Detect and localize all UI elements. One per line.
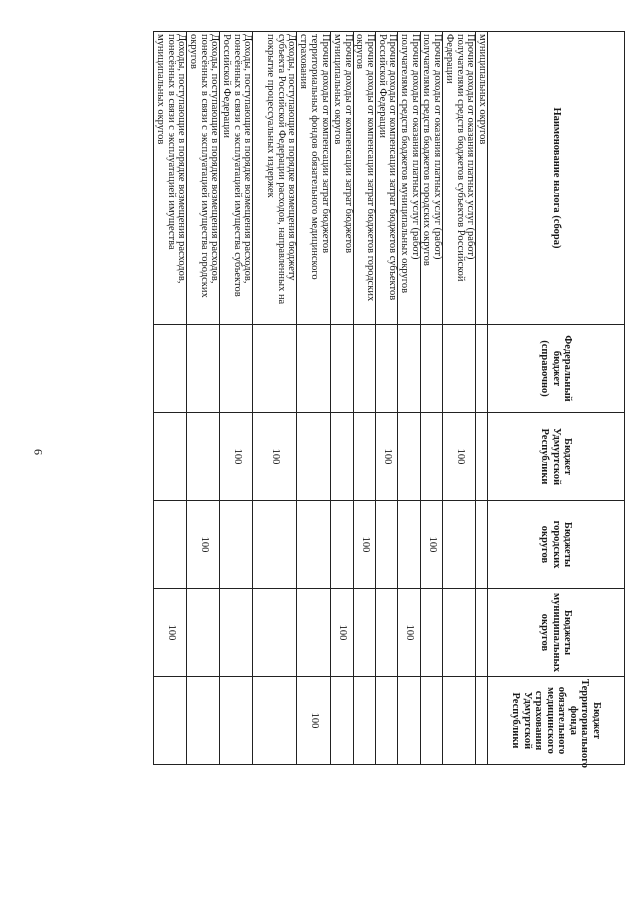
city-cell [398,501,420,589]
city-cell [476,501,488,589]
table-row [398,32,420,765]
tax-name-cell: Прочие доходы от компенсации затрат бюджетов муниципальных округов [330,32,353,325]
udmurt-cell: 100 [253,413,297,501]
tfoms-cell [154,677,187,765]
municipal-cell [375,589,397,677]
table-header-row [488,32,625,765]
udmurt-cell [187,413,220,501]
tfoms-cell [187,677,220,765]
federal-cell [297,325,330,413]
municipal-cell: 100 [330,589,353,677]
header-federal-budget: Федеральный бюджет (справочно) [488,325,625,413]
tax-name-cell: Прочие доходы от оказания платных услуг (работ) получателями средств бюджетов субъектов Российской Федерации [443,32,476,325]
tfoms-cell [476,677,488,765]
tfoms-cell [353,677,375,765]
federal-cell [154,325,187,413]
federal-cell [187,325,220,413]
tfoms-cell: 100 [297,677,330,765]
header-udmurt-budget: Бюджет Удмуртской Республики [488,413,625,501]
city-cell [297,501,330,589]
tax-name-cell: Прочие доходы от оказания платных услуг (работ) получателями средств бюджетов муниципальных округов [398,32,420,325]
city-cell: 100 [187,501,220,589]
municipal-cell: 100 [154,589,187,677]
table-row [297,32,330,765]
udmurt-cell [476,413,488,501]
municipal-cell [220,589,253,677]
tfoms-cell [330,677,353,765]
udmurt-cell: 100 [375,413,397,501]
table-row [253,32,297,765]
city-cell [154,501,187,589]
table-row [330,32,353,765]
udmurt-cell [420,413,442,501]
municipal-cell [253,589,297,677]
federal-cell [220,325,253,413]
table-row [420,32,442,765]
rotated-page-content [154,31,625,768]
city-cell: 100 [420,501,442,589]
municipal-cell [353,589,375,677]
tax-name-cell: Доходы, поступающие в порядке возмещения расходов, понесённых в связи с эксплуатацией имущества городских округов [187,32,220,325]
page-number: 9 [31,449,45,455]
header-municipal-budgets: Бюджеты муниципальных округов [488,589,625,677]
federal-cell [443,325,476,413]
udmurt-cell: 100 [443,413,476,501]
tfoms-cell [220,677,253,765]
table-row [375,32,397,765]
federal-cell [375,325,397,413]
federal-cell [253,325,297,413]
city-cell: 100 [353,501,375,589]
federal-cell [353,325,375,413]
revenue-distribution-table [153,31,625,768]
federal-cell [330,325,353,413]
tax-name-cell: Доходы, поступающие в порядке возмещения расходов, понесённых в связи с эксплуатацией имущества субъектов Российской Федерации [220,32,253,325]
table-row [187,32,220,765]
udmurt-cell [330,413,353,501]
table-row [476,32,488,765]
municipal-cell [187,589,220,677]
federal-cell [420,325,442,413]
tax-name-cell: Прочие доходы от компенсации затрат бюджетов субъектов Российской Федерации [375,32,397,325]
tax-name-cell: Доходы, поступающие в порядке возмещения бюджету субъекта Российской Федерации расходов, направленных на покрытие процессуальных издержек [253,32,297,325]
federal-cell [398,325,420,413]
tfoms-cell [443,677,476,765]
city-cell [220,501,253,589]
table-row [443,32,476,765]
table-row [353,32,375,765]
municipal-cell [476,589,488,677]
header-tax-name: Наименование налога (сбора) [488,32,625,325]
municipal-cell [420,589,442,677]
udmurt-cell [353,413,375,501]
tax-name-cell: Прочие доходы от компенсации затрат бюджетов территориальных фондов обязательного медицинского страхования [297,32,330,325]
tfoms-cell [398,677,420,765]
tax-name-cell: Прочие доходы от оказания платных услуг (работ) получателями средств бюджетов городских округов [420,32,442,325]
city-cell [253,501,297,589]
city-cell [443,501,476,589]
tax-name-cell: Прочие доходы от компенсации затрат бюджетов городских округов [353,32,375,325]
udmurt-cell [154,413,187,501]
municipal-cell [443,589,476,677]
udmurt-cell [398,413,420,501]
tfoms-cell [253,677,297,765]
tax-name-cell: муниципальных округов [476,32,488,325]
table-row [220,32,253,765]
tfoms-cell [420,677,442,765]
header-tfoms-budget: Бюджет Территориального фонда обязательного медицинского страхования Удмуртской Республики [488,677,625,765]
udmurt-cell: 100 [220,413,253,501]
municipal-cell [297,589,330,677]
tfoms-cell [375,677,397,765]
header-city-budgets: Бюджеты городских округов [488,501,625,589]
city-cell [375,501,397,589]
city-cell [330,501,353,589]
tax-name-cell: Доходы, поступающие в порядке возмещения расходов, понесённых в связи с эксплуатацией имущества муниципальных округов [154,32,187,325]
table-row [154,32,187,765]
federal-cell [476,325,488,413]
municipal-cell: 100 [398,589,420,677]
udmurt-cell [297,413,330,501]
